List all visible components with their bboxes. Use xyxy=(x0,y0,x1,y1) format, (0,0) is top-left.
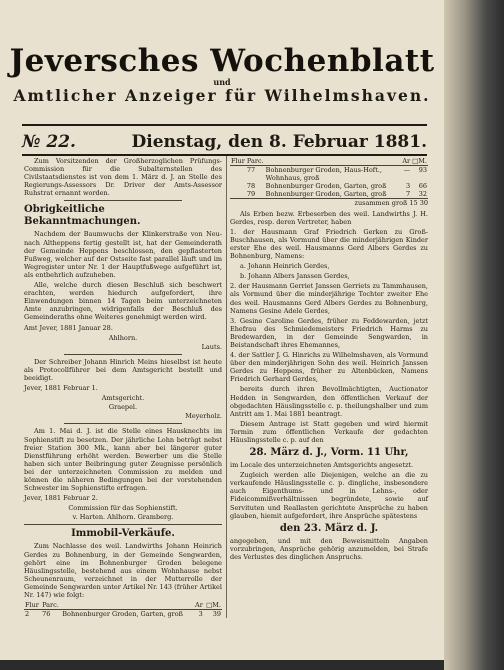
table-header-cell: Flur xyxy=(24,601,41,610)
column-separator xyxy=(226,156,227,618)
parcel-table-right xyxy=(230,157,428,198)
notice-paragraph: Der Schreiber Johann Hinrich Meins hieselbst ist heute als Protocollführer bei dem Amtsgericht bestellt und beeidigt. xyxy=(24,357,222,382)
section-divider xyxy=(64,200,182,201)
table-cell xyxy=(230,190,246,198)
notice-paragraph: Als Erben bezw. Erbeserben des weil. Landwirths J. H. Gerdes, resp. deren Vertreter, haben xyxy=(230,209,428,226)
table-cell xyxy=(230,182,246,190)
notice-paragraph: Diesem Antrage ist Statt gegeben und wird hiermit Termin zum öffentlichen Verkaufe der gedachten Häuslingsstelle c. p. auf den xyxy=(230,419,428,444)
table-cell xyxy=(230,166,246,183)
table-header-cell: Parc. xyxy=(246,157,264,165)
newspaper-title: Jeversches Wochenblatt xyxy=(9,43,435,79)
table-row xyxy=(24,610,222,619)
right-column xyxy=(230,157,428,563)
section-divider xyxy=(64,354,182,355)
left-column xyxy=(24,157,222,618)
notice-date: Amt Jever, 1881 Januar 28. xyxy=(24,323,113,332)
table-header-cell: Ar xyxy=(195,601,203,610)
table-header-cell xyxy=(265,157,402,166)
table-cell: 77 xyxy=(246,166,256,175)
table-cell: 2 xyxy=(25,610,30,619)
section-divider xyxy=(24,524,222,525)
table-cell: 3 xyxy=(198,610,203,619)
dateline xyxy=(22,132,427,152)
masthead-und: und xyxy=(213,77,231,87)
notice-date: Jever, 1881 Februar 2. xyxy=(24,494,98,503)
notice-paragraph: Zugleich werden alle Diejenigen, welche an die zu verkaufende Häuslingsstelle c. p. dingliche, insbesondere auch Eigenthums- und in Lehns-, oder Fideicommißverhältnissen begründete, sowie auf Servituten und Reallasten gerichtete Ansprüche zu haben glauben, hiemit aufgefordert, ihre Ansprüche spätestens xyxy=(230,471,428,520)
notice-signature: v. Harten. Ahlhorn. Gramberg. xyxy=(72,513,174,522)
table-cell: Bohnenburger Groden, Garten, groß xyxy=(62,610,184,619)
table-cell: — xyxy=(403,166,411,175)
masthead xyxy=(0,44,444,105)
section-heading-immobil: Immobil-Verkäufe. xyxy=(71,528,175,540)
table-cell: Bohnenburger Groden, Garten, groß xyxy=(265,182,387,191)
table-cell: 39 xyxy=(212,610,221,619)
heir-list-item: 4. der Sattler J. G. Hinrichs zu Wilhelmshaven, als Vormund über den minderjährigen Sohn des weil. Heinrich Janssen Gerdes zu Heppens, früher zu Altenbücken, Namens Friedrich Gerhard Gerdes, xyxy=(230,351,428,384)
notice-paragraph: Zum Nachlasse des weil. Landwirths Johann Heinrich Gerdes zu Bohnenburg, in der Gemeinde Sengwarden, gehört eine im Bohnenburger Groden belegene Häuslingsstelle, bestehend aus einem Wohnhause nebst Scheunenraum, verzeichnet in der Mutterrolle der Gemeinde Sengwarden unter Artikel Nr. 143 (früher Artikel Nr. 147) wie folgt: xyxy=(24,542,222,600)
table-header-cell xyxy=(61,601,193,610)
newspaper-subtitle: Amtlicher Anzeiger für Wilhelmshaven. xyxy=(13,86,431,105)
auction-date: 28. März d. J., Vorm. 11 Uhr, xyxy=(249,447,409,459)
table-cell: 93 xyxy=(418,166,427,175)
table-header-cell: □M. xyxy=(412,157,427,165)
parcel-table-left xyxy=(24,601,222,618)
section-heading-bekanntmachungen: Obrigkeitliche Bekanntmachungen. xyxy=(24,204,141,228)
notice-paragraph: im Locale des unterzeichneten Amtsgerichts angesetzt. xyxy=(230,461,414,470)
table-header-cell: Parc. xyxy=(41,601,61,610)
intro-notice: Zum Vorsitzenden der Großherzoglichen Prüfungs-Commission für die Subalternstellen des Civilstaatsdienstes ist von dem 1. März d. J. an Stelle des Regierungs-Assessors Dr. Driver der Amts-Assessor Ruhstrat ernannt worden. xyxy=(24,157,222,198)
book-spine xyxy=(444,0,504,670)
heir-list-item: 1. der Hausmann Graf Friedrich Gerken zu Groß-Buschhausen, als Vormund über die minderjährigen Kinder erster Ehe des weil. Hausmanns Gerd Albers Gerdes zu Bohnenburg, Namens: xyxy=(230,227,428,261)
table-cell: Bohnenburger Groden, Haus-Hoft., Wohnhaus, groß xyxy=(265,166,382,183)
notice-signature: Commission für das Sophienstift. xyxy=(68,504,178,513)
table-header-row xyxy=(230,157,428,166)
dateline-rule xyxy=(22,154,427,156)
section-divider xyxy=(64,423,182,424)
notice-signature: Meyerholz. xyxy=(185,412,222,421)
table-cell: 76 xyxy=(42,610,51,619)
issue-date: Dienstag, den 8. Februar 1881. xyxy=(131,132,427,152)
table-cell: 3 xyxy=(405,182,411,191)
notice-paragraph: Nachdem der Baumwuchs der Klinkerstraße von Neu-nach Altheppens fertig gestellt ist, hat der Gemeinderath der Gemeinde Heppens beschlossen, den gepflasterten Fußweg, welcher auf der Ostseite fast parallel läuft und im Wegregister unter Nr. 1 der Hauptfußwege aufgeführt ist, als entbehrlich aufzuheben. xyxy=(24,230,222,279)
issue-number: № 22. xyxy=(22,132,76,152)
table-cell: 78 xyxy=(246,182,256,191)
heir-list-item: 3. Gesine Caroline Gerdes, früher zu Feddewarden, jetzt Ehefrau des Schmiedemeisters Friedrich Harms zu Bredewarden, in der Gemeinde Sengwarden, in Beistandschaft ihres Ehemannes, xyxy=(230,316,428,349)
table-sum: zusammen groß 15 30 xyxy=(230,198,428,207)
table-row xyxy=(230,182,428,190)
heir-sub-item: a. Johann Heinrich Gerdes, xyxy=(240,262,330,271)
heir-sub-item: b. Johann Albers Janssen Gerdes, xyxy=(240,272,350,281)
notice-signature: Graepel. xyxy=(108,403,138,412)
table-header-row xyxy=(24,601,222,610)
table-row xyxy=(230,190,428,198)
table-cell: 32 xyxy=(418,190,427,199)
notice-signature: Lauts. xyxy=(201,342,222,351)
table-header-cell: Ar xyxy=(402,157,411,165)
table-cell: Bohnenburger Groden, Garten, groß xyxy=(265,190,387,199)
table-row xyxy=(230,166,428,183)
notice-signature: Amtsgericht. xyxy=(101,394,145,403)
claims-deadline: den 23. März d. J. xyxy=(279,522,379,534)
notice-paragraph: Am 1. Mai d. J. ist die Stelle eines Hausknechts im Sophienstift zu besetzen. Der jährliche Lohn beträgt nebst freier Station 300 Mk., kann aber bei längerer guter Dienstführung erhöht werden. Bewerber um die Stelle haben sich unter Beibringung guter Zeugnisse persönlich bei der unterzeichneten Commission zu melden und können die näheren Bedingungen bei der vorstehenden Schwester im Sophienstifte erfragen. xyxy=(24,427,222,493)
notice-signature: Ahlhorn. xyxy=(108,333,138,342)
top-rule xyxy=(22,124,427,126)
table-cell: 79 xyxy=(246,190,256,199)
notice-paragraph: angegeben, und mit den Beweismitteln Angaben vorzubringen, Ansprüche gehörig anzumelden, bei Strafe des Verlustes des dinglichen Anspruchs. xyxy=(230,536,428,561)
table-header-cell: □M. xyxy=(204,601,222,610)
notice-paragraph: Alle, welche durch diesen Beschluß sich beschwert erachten, werden hiedurch aufgefordert, ihre Einwendungen binnen 14 Tagen beim unterzeichneten Amte anzubringen, widrigenfalls der Beschluß des Gemeinderaths ohne Weiteres genehmigt werden wird. xyxy=(24,281,222,322)
table-cell: 66 xyxy=(418,182,427,191)
table-header-cell: Flur xyxy=(231,157,245,165)
notice-date: Jever, 1881 Februar 1. xyxy=(24,384,98,393)
heir-list-item: 2. der Hausmann Gerriet Janssen Gerriets zu Tammhausen, als Vormund über die minderjährige Tochter zweiter Ehe des weil. Hausmanns Gerd Albers Gerdes zu Bohnenburg, Namens Gesine Adele Gerdes, xyxy=(230,282,428,315)
table-cell: 7 xyxy=(405,190,411,199)
notice-paragraph: bereits durch ihren Bevollmächtigten, Auctionator Hedden in Sengwarden, den öffentlichen Verkauf der obgedachten Häuslingsstelle c. p. theilungshalber und zum Antritt am 1. Mai 1881 beantragt. xyxy=(230,385,428,418)
